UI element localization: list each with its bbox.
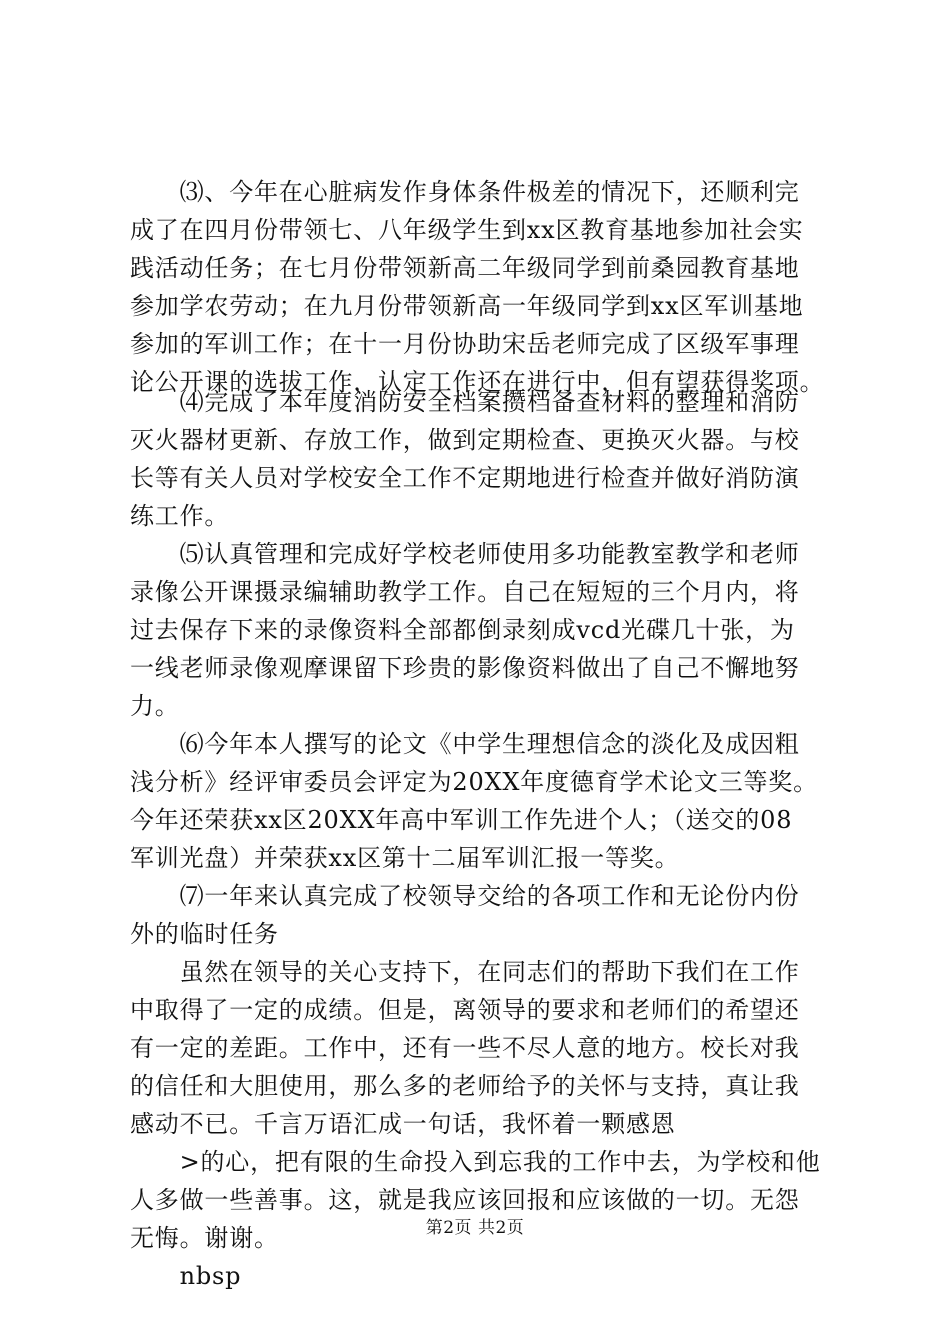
text-line: 参加的军训工作；在十一月份协助宋岳老师完成了区级军事理 [130,330,800,358]
paragraph-item-6 [130,725,830,877]
text-line: 过去保存下来的录像资料全部都倒录刻成vcd光碟几十张，为 [130,616,795,644]
text-line: 有一定的差距。工作中，还有一些不尽人意的地方。校长对我 [130,1034,800,1062]
text-line: 践活动任务；在七月份带领新高二年级同学到前桑园教育基地 [130,254,800,282]
text-line: 长等有关人员对学校安全工作不定期地进行检查并做好消防演 [130,464,800,492]
text-line: 人多做一些善事。这，就是我应该回报和应该做的一切。无怨 [130,1186,800,1214]
text-line: 军训光盘）并荣获xx区第十二届军训汇报一等奖。 [130,844,680,872]
text-line: 力。 [130,692,180,720]
paragraph-item-3 [130,173,830,401]
paragraph-item-5 [130,535,830,725]
text-line: 虽然在领导的关心支持下，在同志们的帮助下我们在工作 [130,958,800,986]
text-line: ⑸认真管理和完成好学校老师使用多功能教室教学和老师 [130,540,800,568]
text-line: ⑶、今年在心脏病发作身体条件极差的情况下，还顺利完 [130,178,800,206]
text-line: 中取得了一定的成绩。但是，离领导的要求和老师们的希望还 [130,996,800,1024]
text-line: 的信任和大胆使用，那么多的老师给予的关怀与支持，真让我 [130,1072,800,1100]
page-footer: 第2页 共2页 [425,1218,525,1238]
paragraph-closing [130,953,830,1295]
text-line: 参加学农劳动；在九月份带领新高一年级同学到xx区军训基地 [130,292,804,320]
text-line: 论公开课的选拔工作，认定工作还在进行中，但有望获得奖项。 [130,368,825,396]
text-line: >的心，把有限的生命投入到忘我的工作中去，为学校和他 [130,1148,821,1176]
text-line: 今年还荣获xx区20XX年高中军训工作先进个人；（送交的08 [130,806,793,834]
text-line: nbsp [130,1262,242,1290]
text-line: 录像公开课摄录编辅助教学工作。自己在短短的三个月内，将 [130,578,800,606]
text-line: ⑺一年来认真完成了校领导交给的各项工作和无论份内份 [130,882,800,910]
text-line: 练工作。 [130,502,230,530]
text-line: 无悔。谢谢。 [130,1224,279,1252]
text-line: ⑷完成了本年度消防安全档案攒档备查材料的整理和消防 [130,388,800,416]
paragraph-item-4 [130,383,830,535]
text-line: 浅分析》经评审委员会评定为20XX年度德育学术论文三等奖。 [130,768,818,796]
paragraph-item-7 [130,877,830,953]
text-line: 灭火器材更新、存放工作，做到定期检查、更换灭火器。与校 [130,426,800,454]
text-line: ⑹今年本人撰写的论文《中学生理想信念的淡化及成因粗 [130,730,800,758]
text-line: 成了在四月份带领七、八年级学生到xx区教育基地参加社会实 [130,216,804,244]
text-line: 外的临时任务 [130,920,279,948]
text-line: 一线老师录像观摩课留下珍贵的影像资料做出了自己不懈地努 [130,654,800,682]
text-line: 感动不已。千言万语汇成一句话，我怀着一颗感恩 [130,1110,676,1138]
